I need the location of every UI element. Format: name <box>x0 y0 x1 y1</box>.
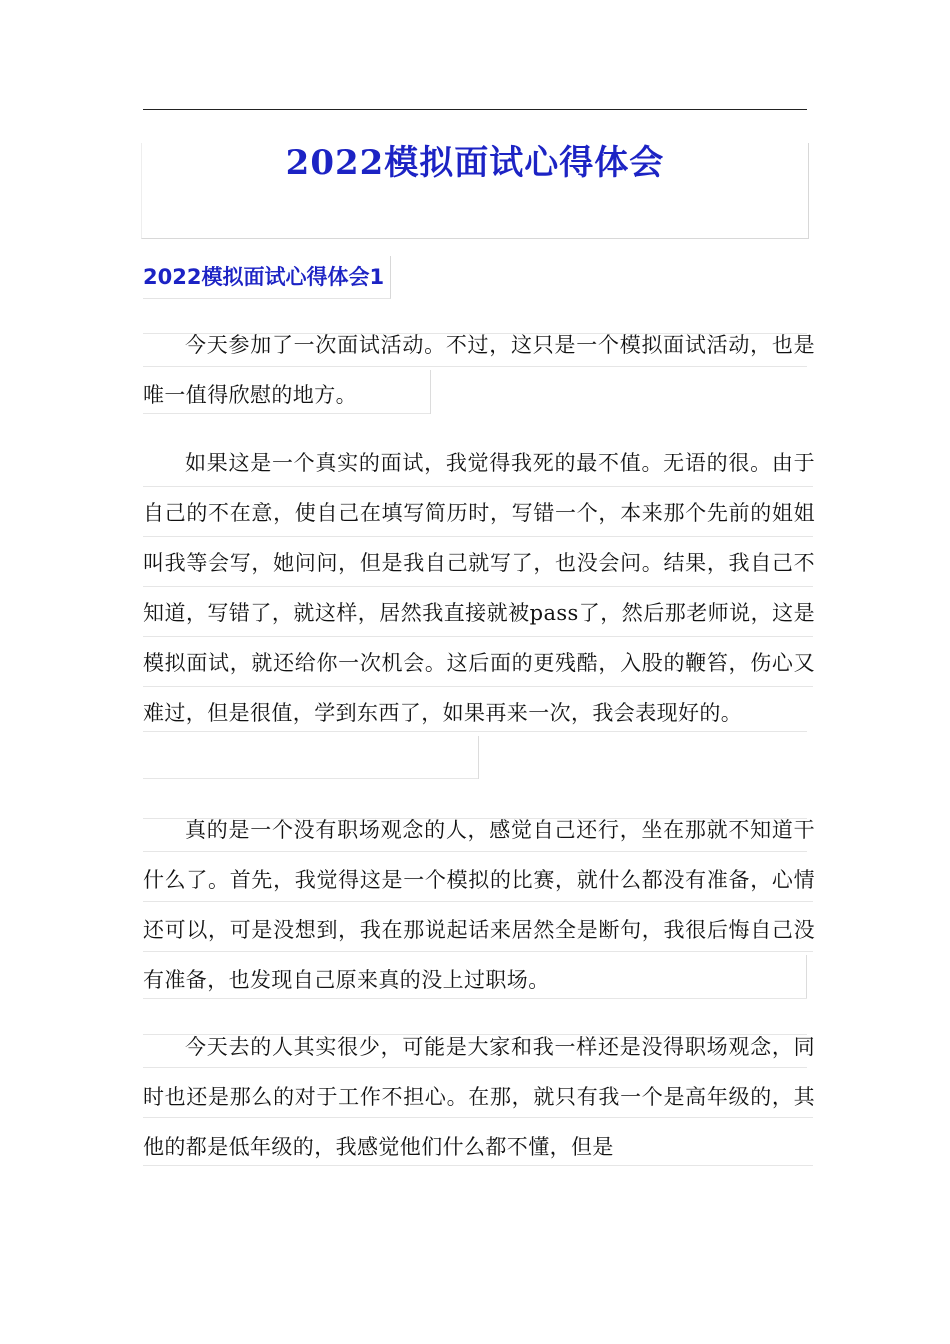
line-guide <box>478 736 479 779</box>
paragraph-1: 今天参加了一次面试活动。不过，这只是一个模拟面试活动，也是唯一值得欣慰的地方。 <box>143 333 815 407</box>
paragraph-4: 今天去的人其实很少，可能是大家和我一样还是没得职场观念，同时也还是那么的对于工作不担心。在那，就只有我一个是高年级的，其他的都是低年级的，我感觉他们什么都不懂，但是 <box>143 1035 815 1159</box>
line-guide <box>143 778 479 779</box>
section-heading: 2022模拟面试心得体会1 <box>143 256 391 299</box>
document-title: 2022模拟面试心得体会 <box>285 143 665 183</box>
header-rule <box>143 109 807 110</box>
paragraph-3: 真的是一个没有职场观念的人，感觉自己还行，坐在那就不知道干什么了。首先，我觉得这是一个模拟的比赛，就什么都没有准备，心情还可以，可是没想到，我在那说起话来居然全是断句，我很后悔自己没有准备，也发现自己原来真的没上过职场。 <box>143 818 815 992</box>
paragraph-2: 如果这是一个真实的面试，我觉得我死的最不值。无语的很。由于自己的不在意，使自己在填写简历时，写错一个，本来那个先前的姐姐叫我等会写，她问问，但是我自己就写了，也没会问。结果，我自己不知道，写错了，就这样，居然我直接就被pass了，然后那老师说，这是模拟面试，就还给你一次机会。这后面的更残酷，入股的鞭笞，伤心又难过，但是很值，学到东西了，如果再来一次，我会表现好的。 <box>143 451 815 725</box>
